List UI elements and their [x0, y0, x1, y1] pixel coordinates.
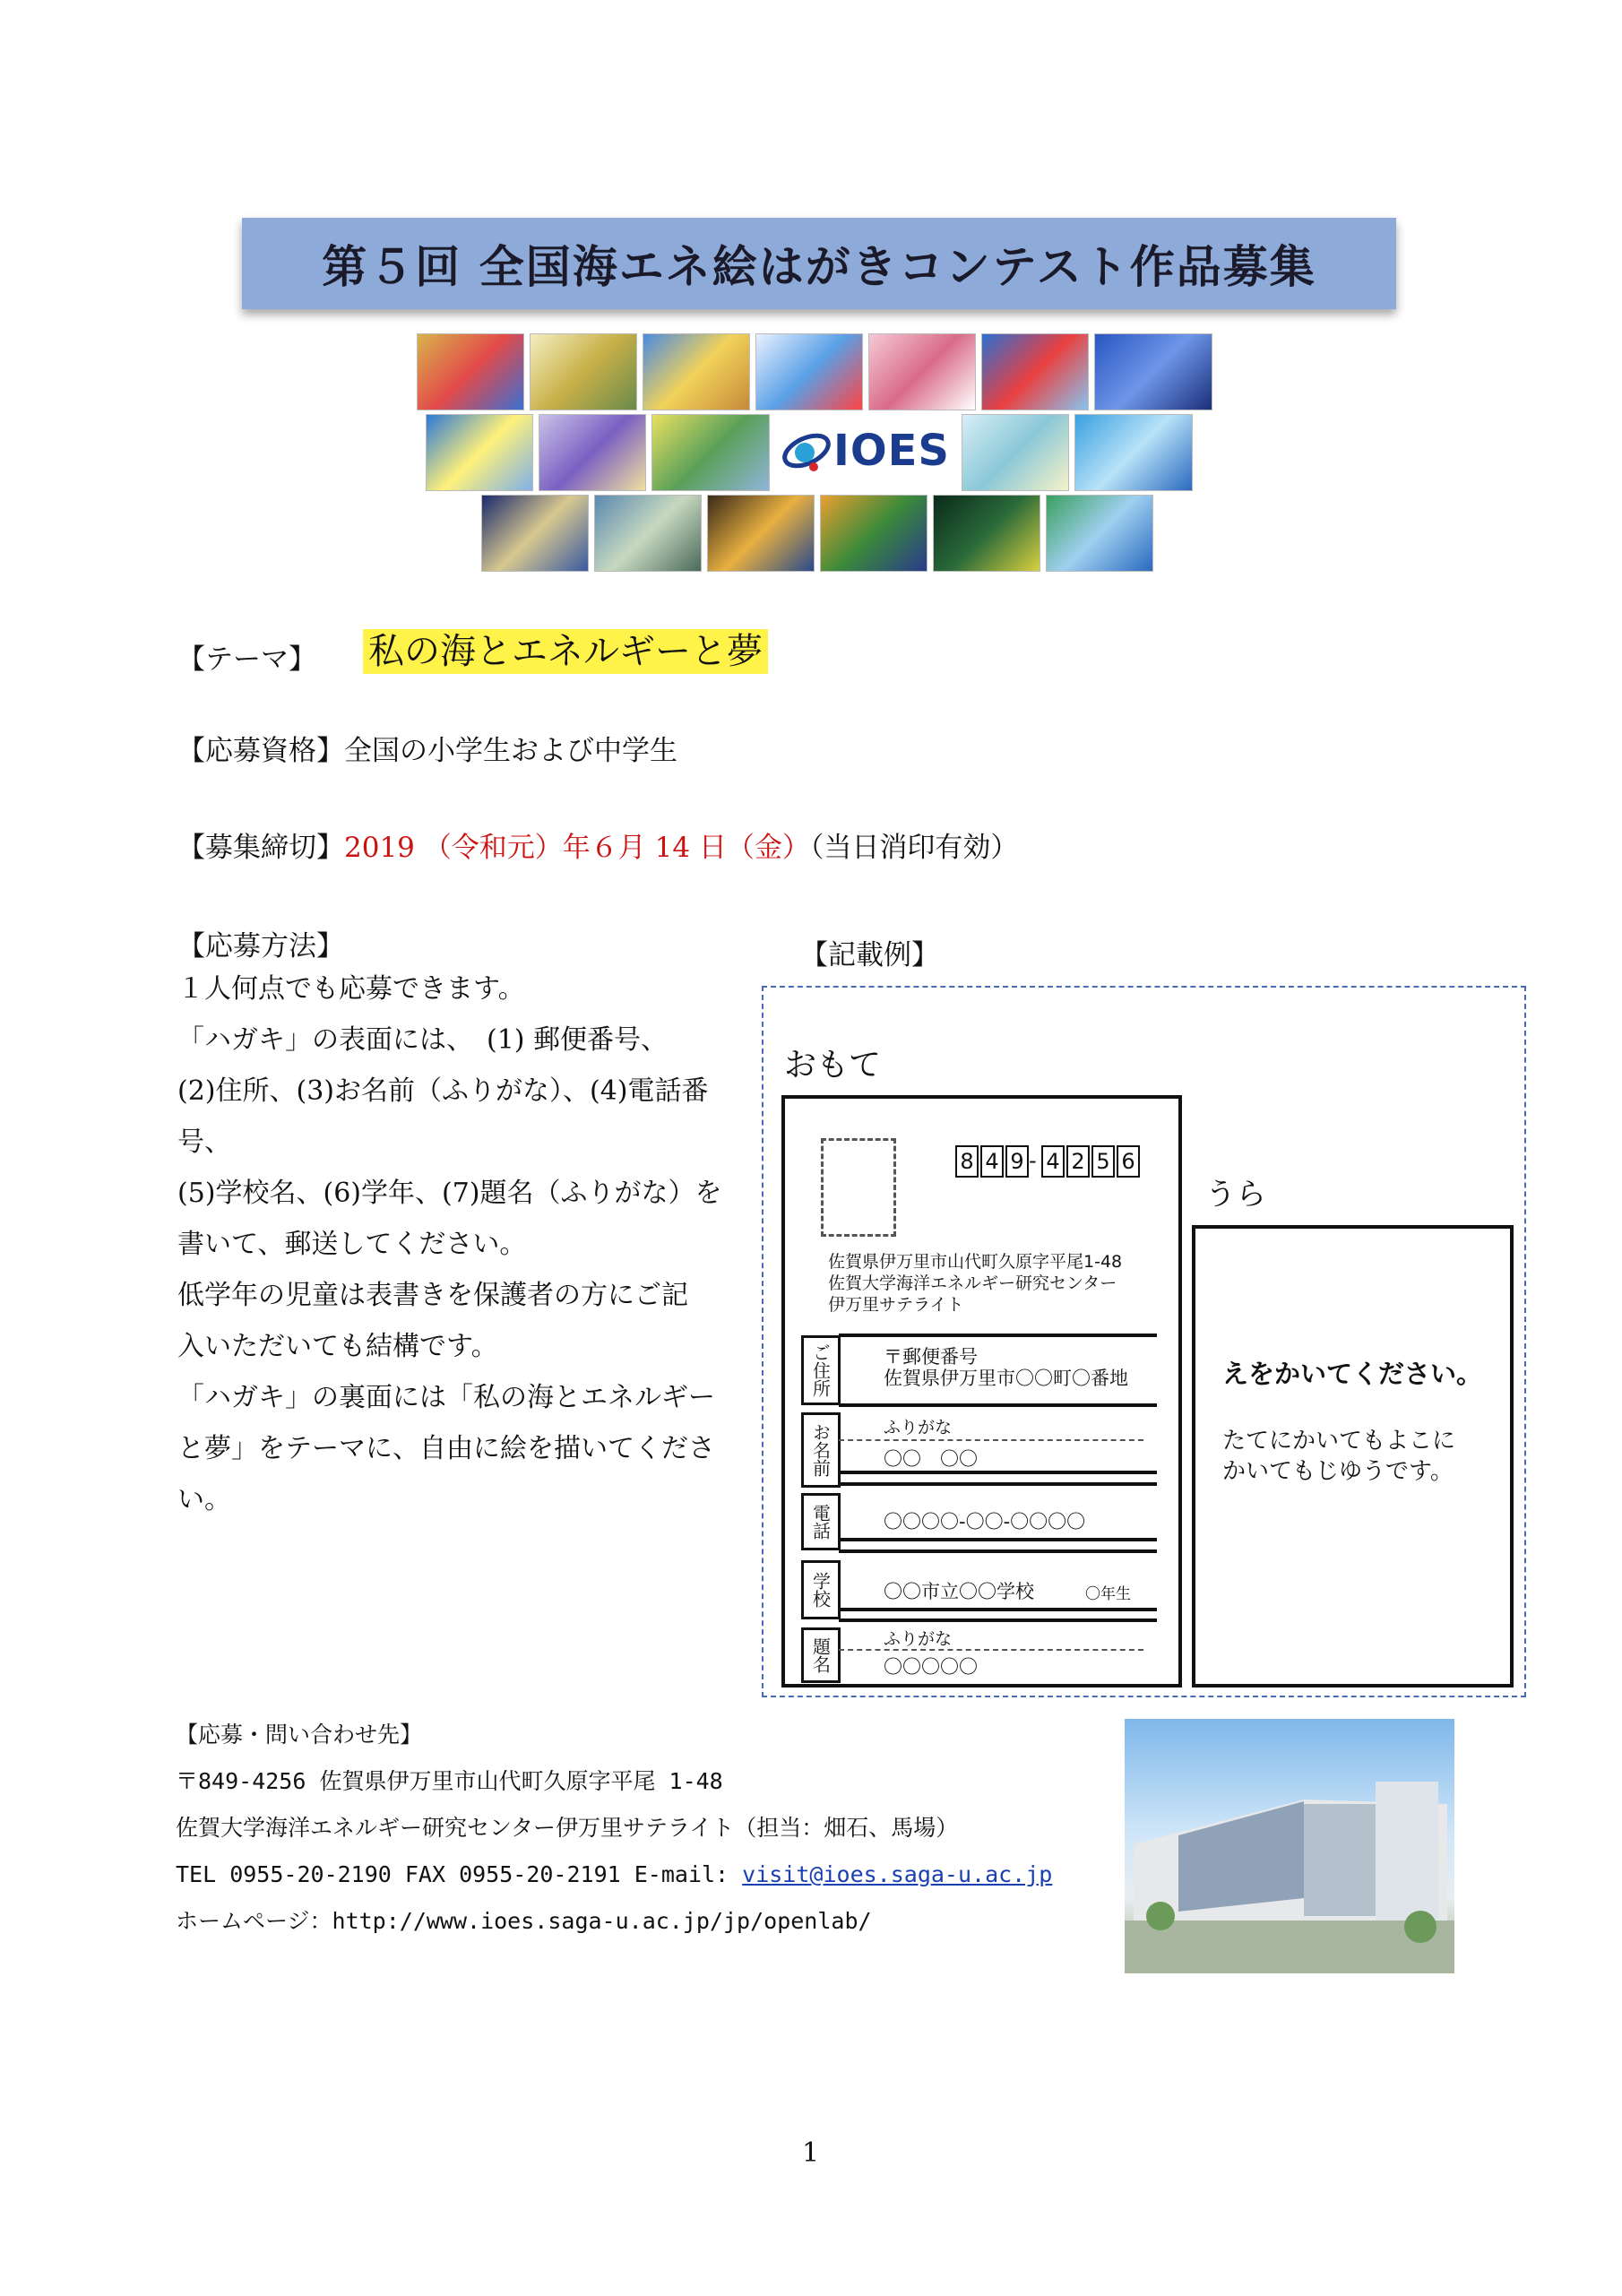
- method-line: 入いただいても結構です。: [177, 1331, 498, 1362]
- homepage-label: ホームページ：: [176, 1908, 332, 1934]
- email-link[interactable]: visit@ioes.saga-u.ac.jp: [742, 1861, 1053, 1887]
- artwork-thumbnail: [820, 495, 927, 572]
- homepage-url[interactable]: http://www.ioes.saga-u.ac.jp/jp/openlab/: [332, 1908, 872, 1934]
- stamp-placeholder: [821, 1138, 896, 1237]
- deadline-note: （当日消印有効）: [809, 832, 1019, 864]
- front-label: おもて: [784, 1047, 882, 1083]
- row-label-title: 題名: [801, 1627, 841, 1683]
- homepage-row: [176, 1898, 1052, 1945]
- building-illustration: [1125, 1719, 1454, 1973]
- eligibility-value: 全国の小学生および中学生: [344, 735, 677, 767]
- name-text: 〇〇 〇〇: [884, 1448, 978, 1470]
- artwork-thumbnail: [1074, 414, 1193, 491]
- back-main-text: えをかいてください。: [1222, 1359, 1483, 1389]
- furigana-dash-line: [839, 1649, 1143, 1651]
- building-photo: [1125, 1719, 1454, 1973]
- name-furigana: ふりがな: [884, 1418, 953, 1437]
- artwork-thumbnail: [481, 495, 589, 572]
- method-line: 書いて、郵送してください。: [177, 1229, 527, 1260]
- deadline-date: 2019 （令和元）年６月 14 日（金）: [344, 832, 810, 864]
- method-line: (5)学校名、(6)学年、(7)題名（ふりがな）を: [177, 1178, 722, 1209]
- address-zip-text: 〒郵便番号: [884, 1346, 978, 1368]
- title-banner: [242, 218, 1396, 309]
- method-line: と夢」をテーマに、自由に絵を描いてくださ: [177, 1433, 715, 1464]
- postcard-front: [781, 1095, 1182, 1687]
- eligibility-label: 【応募資格】: [177, 735, 344, 767]
- method-line: 低学年の児童は表書きを保護者の方にご記: [177, 1280, 688, 1311]
- artwork-thumbnail: [707, 495, 815, 572]
- artwork-thumbnail: [1094, 333, 1212, 410]
- field-line: [839, 1608, 1157, 1611]
- method-line: (2)住所、(3)お名前（ふりがな）、(4)電話番号、: [177, 1075, 709, 1158]
- artwork-thumbnail: [539, 414, 646, 491]
- zip-digit: 5: [1091, 1145, 1115, 1178]
- field-line: [839, 1549, 1157, 1553]
- field-line: [839, 1403, 1157, 1407]
- zip-digit: 4: [1041, 1145, 1065, 1178]
- deadline-label: 【募集締切】: [177, 832, 344, 864]
- contact-tel-row: [176, 1851, 1052, 1898]
- title-furigana: ふりがな: [884, 1629, 953, 1649]
- method-line: １人何点でも応募できます。: [177, 973, 525, 1005]
- contact-label: 【応募・問い合わせ先】: [176, 1722, 423, 1748]
- page-title: 第５回 全国海エネ絵はがきコンテスト作品募集: [322, 241, 1316, 293]
- ioes-logo: IOES: [780, 414, 950, 488]
- example-label: 【記載例】: [800, 939, 939, 971]
- zip-digit: 2: [1066, 1145, 1090, 1178]
- field-line: [839, 1538, 1157, 1541]
- artwork-thumbnail: [868, 333, 976, 410]
- address-text: 佐賀県伊万里市〇〇町〇番地: [884, 1368, 1128, 1389]
- back-sub-line: かいてもじゆうです。: [1222, 1458, 1454, 1485]
- phone-text: 〇〇〇〇-〇〇-〇〇〇〇: [884, 1511, 1086, 1532]
- zip-digit: 8: [955, 1145, 979, 1178]
- artwork-thumbnail: [643, 333, 750, 410]
- artwork-thumbnail: [933, 495, 1040, 572]
- deadline-row: [177, 824, 1018, 865]
- artwork-thumbnail: [755, 333, 863, 410]
- method-label: 【応募方法】: [177, 930, 344, 962]
- destination-line: 伊万里サテライト: [828, 1295, 964, 1315]
- method-line: い。: [177, 1484, 231, 1515]
- row-label-name: お名前: [801, 1412, 841, 1488]
- artwork-collage: [417, 333, 1219, 574]
- method-text: [177, 963, 742, 1525]
- eligibility-row: [177, 728, 677, 768]
- back-sub-line: たてにかいてもよこに: [1222, 1428, 1456, 1454]
- title-text: 〇〇〇〇〇: [884, 1656, 978, 1678]
- ioes-emblem-icon: [780, 424, 833, 478]
- zip-separator: -: [1029, 1148, 1037, 1173]
- zip-digit: 9: [1005, 1145, 1029, 1178]
- contact-tel-fax: TEL 0955-20-2190 FAX 0955-20-2191 E-mail:: [176, 1861, 743, 1887]
- field-line: [839, 1334, 1157, 1337]
- back-label: うら: [1205, 1177, 1266, 1213]
- destination-address: [828, 1251, 1122, 1316]
- destination-line: 佐賀大学海洋エネルギー研究センター: [828, 1273, 1117, 1293]
- zip-digit: 6: [1117, 1145, 1140, 1178]
- back-sub-text: [1222, 1426, 1455, 1487]
- field-line: [839, 1482, 1157, 1486]
- contact-org: 佐賀大学海洋エネルギー研究センター伊万里サテライト（担当：畑石、馬場）: [176, 1815, 959, 1841]
- school-text: 〇〇市立〇〇学校: [884, 1581, 1034, 1602]
- row-label-school: 学校: [801, 1560, 841, 1619]
- artwork-thumbnail: [651, 414, 770, 491]
- postcard-back: [1192, 1225, 1514, 1687]
- row-label-phone: 電話: [801, 1493, 841, 1550]
- field-line: [839, 1618, 1157, 1622]
- artwork-thumbnail: [426, 414, 533, 491]
- zip-code-boxes: [955, 1145, 1170, 1178]
- address-field: [884, 1346, 1128, 1389]
- grade-text: 〇年生: [1085, 1585, 1131, 1603]
- destination-line: 佐賀県伊万里市山代町久原字平尾1-48: [828, 1252, 1123, 1272]
- theme-value: 私の海とエネルギーと夢: [363, 629, 768, 674]
- method-line: 「ハガキ」の裏面には「私の海とエネルギー: [177, 1382, 715, 1413]
- page-number: 1: [802, 2137, 820, 2169]
- contact-address: 〒849-4256 佐賀県伊万里市山代町久原字平尾 1-48: [176, 1768, 723, 1794]
- field-line: [839, 1471, 1157, 1474]
- zip-digit: 4: [980, 1145, 1004, 1178]
- artwork-thumbnail: [417, 333, 524, 410]
- method-line: 「ハガキ」の表面には、 (1) 郵便番号、: [177, 1024, 669, 1056]
- furigana-dash-line: [839, 1439, 1143, 1441]
- artwork-thumbnail: [981, 333, 1089, 410]
- artwork-thumbnail: [1046, 495, 1153, 572]
- artwork-thumbnail: [594, 495, 702, 572]
- artwork-thumbnail: [530, 333, 637, 410]
- row-label-address: ご住所: [801, 1335, 841, 1405]
- theme-label: 【テーマ】: [177, 643, 316, 676]
- contact-section: [176, 1712, 1052, 1945]
- artwork-thumbnail: [962, 414, 1069, 491]
